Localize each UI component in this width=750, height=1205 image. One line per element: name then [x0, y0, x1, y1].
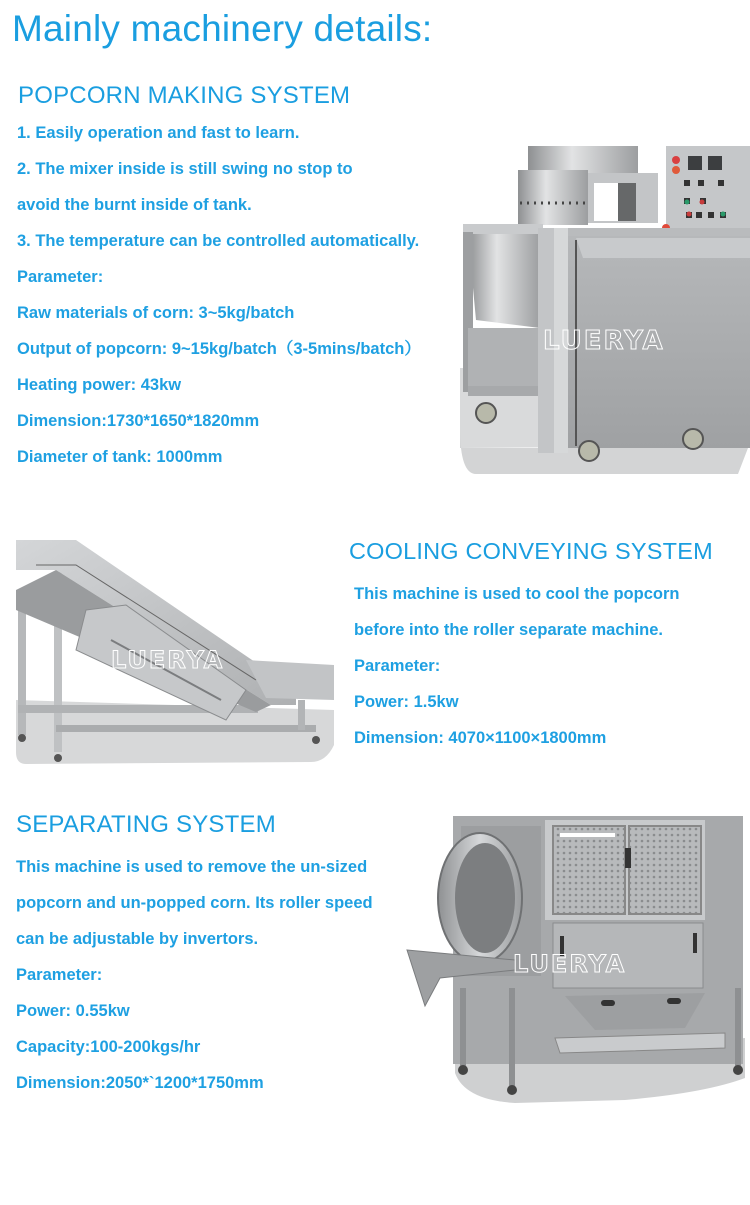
cooling-conveyor-image [16, 540, 334, 766]
luerya-watermark: LUERYA [543, 326, 665, 356]
section-heading-cooling-conveying: COOLING CONVEYING SYSTEM [349, 538, 713, 564]
section-heading-popcorn-making: POPCORN MAKING SYSTEM [18, 82, 351, 109]
section-heading-separating: SEPARATING SYSTEM [16, 811, 276, 838]
parameter-line: Capacity:100-200kgs/hr [16, 1038, 201, 1056]
feature-line: avoid the burnt inside of tank. [17, 196, 252, 214]
luerya-watermark: LUERYA [111, 646, 225, 674]
parameter-line: Power: 0.55kw [16, 1002, 130, 1020]
feature-line: 3. The temperature can be controlled automatically. [17, 232, 420, 250]
separating-description [16, 849, 373, 1101]
popcorn-machine-illustration [458, 128, 750, 478]
description-line: can be adjustable by invertors. [16, 930, 259, 948]
description-line: popcorn and un-popped corn. Its roller speed [16, 894, 373, 912]
description-line: This machine is used to remove the un-sized [16, 858, 368, 876]
parameter-line: Output of popcorn: 9~15kg/batch（3-5mins/batch） [17, 340, 421, 358]
parameter-line: Dimension: 4070×1100×1800mm [354, 729, 607, 747]
feature-line: 1. Easily operation and fast to learn. [17, 124, 300, 142]
separating-machine-image [405, 808, 750, 1108]
parameter-line: Raw materials of corn: 3~5kg/batch [17, 304, 295, 322]
luerya-watermark: LUERYA [513, 950, 627, 978]
parameter-line: Heating power: 43kw [17, 376, 182, 394]
parameter-label: Parameter: [17, 268, 104, 286]
feature-line: 2. The mixer inside is still swing no stop to [17, 160, 353, 178]
popcorn-machine-image [458, 128, 750, 478]
cooling-conveying-description [354, 576, 679, 756]
parameter-label: Parameter: [354, 657, 441, 675]
popcorn-making-description [17, 115, 421, 475]
parameter-line: Diameter of tank: 1000mm [17, 448, 223, 466]
parameter-line: Dimension:2050*`1200*1750mm [16, 1074, 264, 1092]
parameter-label: Parameter: [16, 966, 103, 984]
parameter-line: Dimension:1730*1650*1820mm [17, 412, 260, 430]
page-title: Mainly machinery details: [12, 8, 433, 49]
description-line: This machine is used to cool the popcorn [354, 585, 680, 603]
description-line: before into the roller separate machine. [354, 621, 664, 639]
parameter-line: Power: 1.5kw [354, 693, 459, 711]
